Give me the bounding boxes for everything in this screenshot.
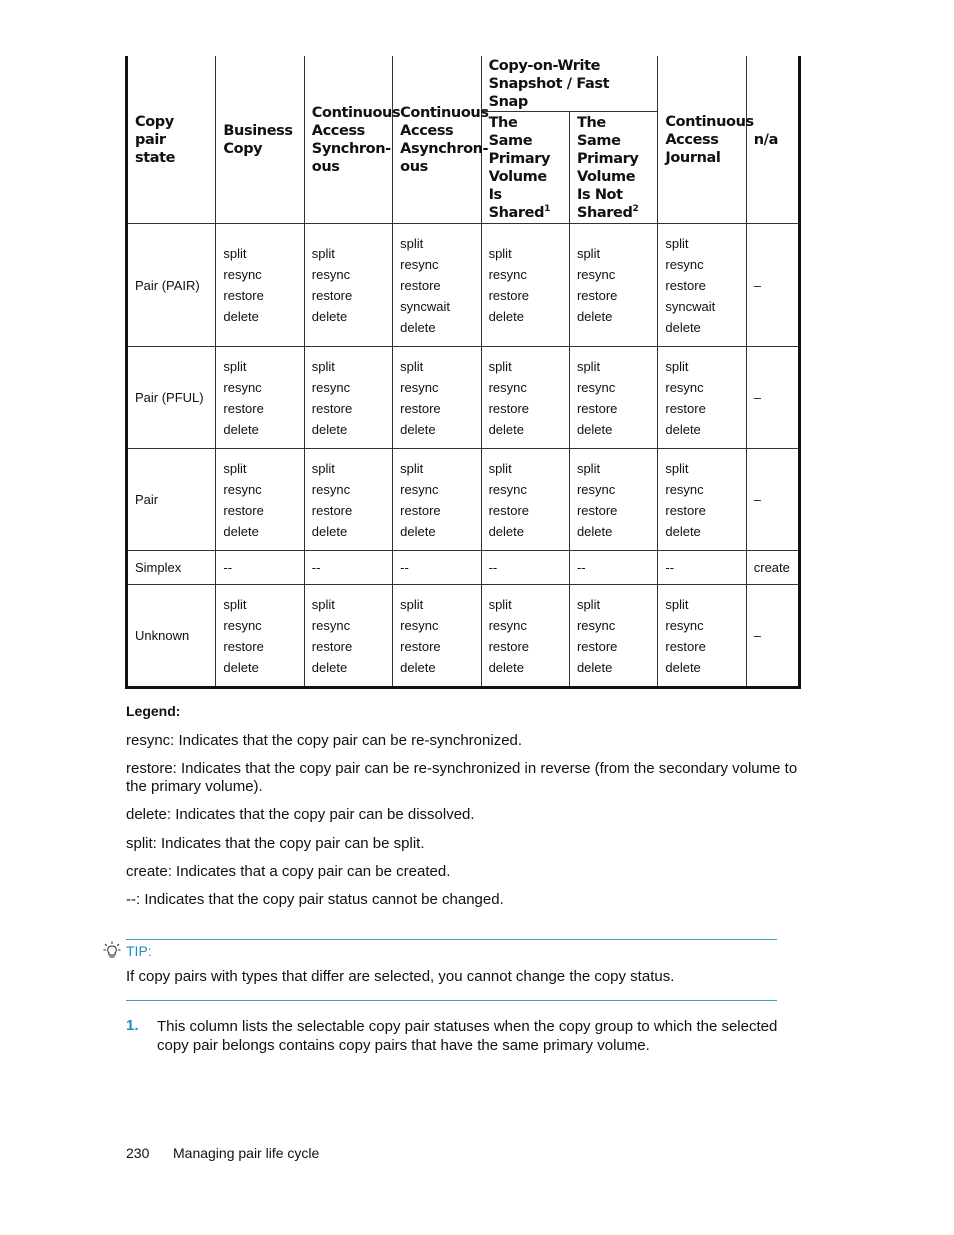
cell-action: restore [488,400,530,416]
cell-action: -- [488,560,498,575]
cell-action: resync [665,617,704,633]
cell-action: resync [223,379,262,395]
cell-action: split [311,358,335,374]
copy-pair-state-table [125,56,801,689]
cell-action: delete [488,309,524,324]
cell-action: resync [488,481,527,497]
table-cell [304,585,392,688]
cell-action: resync [223,617,262,633]
cell-action: split [400,358,424,374]
cell-action: delete [400,659,436,675]
cell-action: delete [576,421,613,437]
cell-action: resync [576,267,616,282]
cell-action: resync [488,267,527,282]
cell-action: restore [576,638,618,654]
cell-action: restore [665,638,706,654]
row-state-label: Pair (PAIR) [127,224,216,347]
cell-action: -- [223,560,233,575]
table-cell-na: – [746,224,799,347]
table-body [127,224,800,688]
cell-action: split [665,460,689,476]
cell-action: restore [576,288,618,303]
table-cell [393,551,481,585]
tip-label: TIP: [126,943,152,959]
cell-action: delete [665,421,701,437]
cell-action: split [400,596,424,612]
table-cell-na: – [746,449,799,551]
table-cell [569,347,657,449]
legend-item-create: create: Indicates that a copy pair can be created. [126,863,451,880]
cell-action: delete [400,421,436,437]
cell-action: split [223,358,247,374]
table-cell [481,224,569,347]
lightbulb-icon [103,941,121,961]
table-cell-na: – [746,347,799,449]
cell-action: resync [665,379,704,395]
cell-action: restore [576,400,618,416]
table-cell [304,347,392,449]
table-cell [216,551,304,585]
row-state-label: Pair (PFUL) [127,347,216,449]
tip-text: If copy pairs with types that differ are selected, you cannot change the copy status. [126,968,675,985]
cell-action: -- [576,560,586,575]
header-ca-async: Continuous Access Asynchron-ous [393,56,481,224]
cell-action: delete [665,523,701,539]
table-cell [658,551,746,585]
table-row [127,449,800,551]
cell-action: split [311,246,335,261]
cell-action: split [400,460,424,476]
cell-action: split [400,235,424,251]
cell-action: split [311,460,335,476]
cell-action: split [576,246,601,261]
legend-item-resync: resync: Indicates that the copy pair can be re-synchronized. [126,732,523,749]
cell-action: delete [400,319,436,335]
table-cell-na: create [746,551,799,585]
cell-action: delete [223,523,259,539]
table-cell [481,585,569,688]
cell-action: restore [488,638,530,654]
table-cell [658,449,746,551]
table-cell [216,347,304,449]
legend-item-restore: restore: Indicates that the copy pair can be re-synchronized in reverse (from the secondary volume to the primary volume). [126,760,798,795]
cell-action: restore [311,288,353,303]
running-title: Managing pair life cycle [173,1145,320,1161]
cell-action: delete [311,523,348,539]
cell-action: -- [665,560,675,575]
cell-action: restore [665,502,706,518]
cell-action: restore [311,502,353,518]
cell-action: restore [576,502,618,518]
cell-action: delete [223,309,259,324]
legend-item-delete: delete: Indicates that the copy pair can be dissolved. [126,806,475,823]
legend-title: Legend: [126,703,181,719]
cell-action: restore [665,400,706,416]
footnote-ref-2: 2 [632,203,639,214]
cell-action: restore [400,638,441,654]
cell-action: delete [223,659,259,675]
table-cell [569,551,657,585]
table-cell [304,551,392,585]
cell-action: -- [311,560,321,575]
table-cell [304,449,392,551]
cell-action: restore [488,502,530,518]
table-cell [569,449,657,551]
table-cell [481,551,569,585]
cell-action: resync [400,617,439,633]
row-state-label: Pair [127,449,216,551]
table-cell [481,347,569,449]
table-cell [658,224,746,347]
cell-action: resync [665,481,704,497]
cell-action: split [223,460,247,476]
cell-action: resync [311,481,351,497]
cell-action: split [311,596,335,612]
cell-action: resync [400,256,439,272]
cell-action: delete [311,309,348,324]
cell-action: split [576,460,601,476]
table-cell [216,585,304,688]
cell-action: split [665,235,689,251]
table-cell [393,449,481,551]
tip-top-rule [126,939,777,940]
cell-action: resync [488,617,527,633]
cell-action: restore [488,288,530,303]
cell-action: restore [311,400,353,416]
header-na: n/a [746,56,799,224]
table-cell [393,347,481,449]
cell-action: split [576,596,601,612]
header-ca-journal: Continuous Access Journal [658,56,746,224]
legend-item-unchangeable: --: Indicates that the copy pair status cannot be changed. [126,891,504,908]
cell-action: syncwait [400,298,451,314]
cell-action: resync [665,256,704,272]
cell-action: resync [311,379,351,395]
cell-action: delete [400,523,436,539]
table-row [127,585,800,688]
cell-action: resync [400,379,439,395]
cell-action: delete [488,523,524,539]
cell-action: split [223,596,247,612]
table-row [127,224,800,347]
header-business-copy: Business Copy [216,56,304,224]
cell-action: delete [665,319,701,335]
cell-action: resync [223,267,262,282]
table-cell-na: – [746,585,799,688]
cell-action: split [488,596,512,612]
cell-action: delete [576,309,613,324]
cell-action: delete [665,659,701,675]
cell-action: split [488,246,512,261]
header-cow-snapshot: Copy-on-Write Snapshot / Fast Snap [481,56,658,112]
cell-action: resync [400,481,439,497]
cell-action: restore [400,277,441,293]
cell-action: syncwait [665,298,716,314]
table-cell [393,585,481,688]
cell-action: restore [400,400,441,416]
cell-action: resync [311,617,351,633]
table-cell [569,224,657,347]
cell-action: split [488,358,512,374]
footnote-text: This column lists the selectable copy pair statuses when the copy group to which the selected copy pair belongs contains copy pairs that have the same primary volume. [157,1018,778,1054]
cell-action: resync [576,617,616,633]
header-same-primary-not-shared: The Same Primary Volume Is Not Shared$^2$ [569,112,657,224]
table-cell [658,347,746,449]
cell-action: restore [400,502,441,518]
cell-action: restore [223,638,264,654]
table-cell [481,449,569,551]
cell-action: resync [576,379,616,395]
header-copy-pair-state: Copy pair state [127,56,216,224]
table-row [127,347,800,449]
table-row [127,551,800,585]
cell-action: split [665,596,689,612]
header-same-primary-shared: The Same Primary Volume Is Shared$^1$ [481,112,569,224]
table-cell [393,224,481,347]
cell-action: resync [311,267,351,282]
table-cell [658,585,746,688]
cell-action: delete [311,421,348,437]
legend-item-split: split: Indicates that the copy pair can be split. [126,835,425,852]
cell-action: restore [223,288,264,303]
cell-action: split [488,460,512,476]
cell-action: split [665,358,689,374]
cell-action: restore [223,400,264,416]
table-cell [569,585,657,688]
cell-action: delete [576,523,613,539]
cell-action: delete [488,421,524,437]
cell-action: split [576,358,601,374]
footnote-ref-1: 1 [544,203,550,214]
cell-action: -- [400,560,409,575]
cell-action: restore [665,277,706,293]
footnote-number: 1. [126,1017,139,1034]
page-number: 230 [126,1145,150,1161]
table-cell [216,449,304,551]
cell-action: delete [488,659,524,675]
cell-action: restore [311,638,353,654]
cell-action: resync [488,379,527,395]
tip-bottom-rule [126,1000,777,1001]
cell-action: restore [223,502,264,518]
cell-action: split [223,246,247,261]
row-state-label: Unknown [127,585,216,688]
cell-action: resync [576,481,616,497]
header-ca-sync: Continuous Access Synchron-ous [304,56,392,224]
cell-action: delete [223,421,259,437]
cell-action: delete [576,659,613,675]
table-cell [216,224,304,347]
table-cell [304,224,392,347]
cell-action: resync [223,481,262,497]
row-state-label: Simplex [127,551,216,585]
cell-action: delete [311,659,348,675]
